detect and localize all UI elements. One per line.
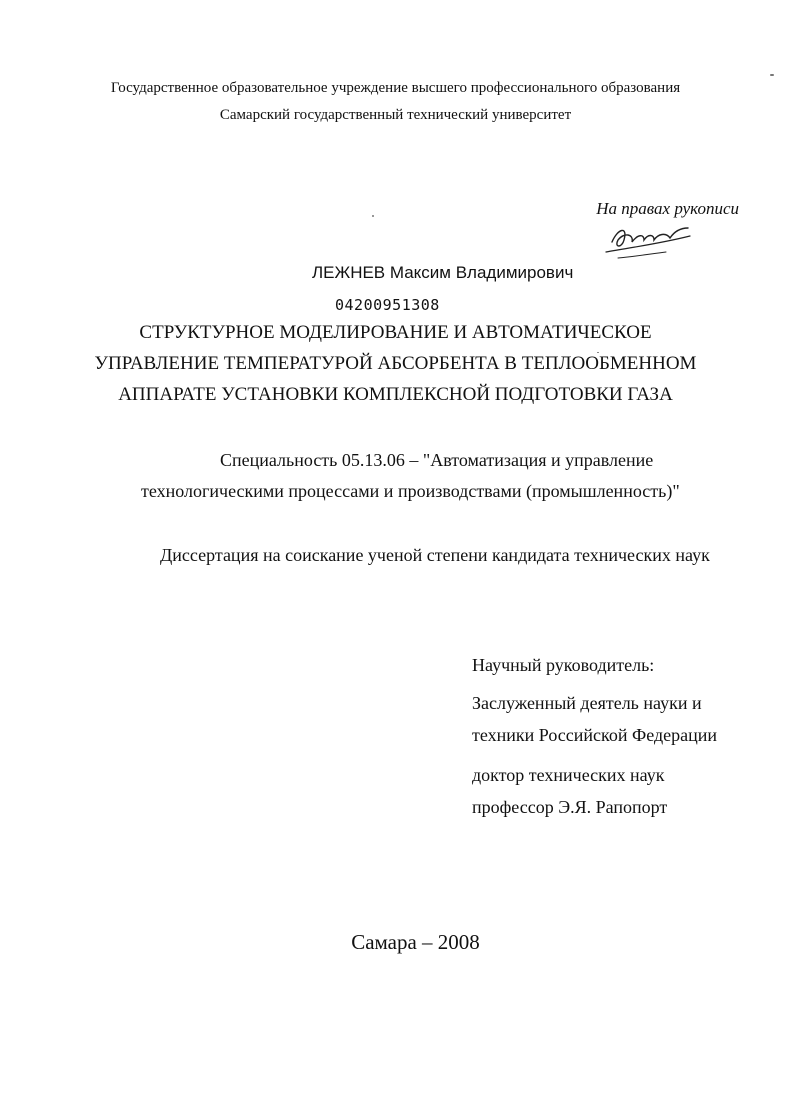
advisor-title-line-2: техники Российской Федерации [472,725,717,745]
advisor-degree: доктор технических наук [472,765,665,785]
specialty-line-1: Специальность 05.13.06 – "Автоматизация и управление [220,450,654,470]
scan-speck [770,74,774,76]
registration-number-stamp: 04200951308 [335,296,440,314]
city-year: Самара – 2008 [351,930,480,954]
specialty-line-2: технологическими процессами и производствами (промышленность)" [141,481,680,501]
handwritten-signature [598,218,698,264]
dissertation-statement: Диссертация на соискание ученой степени кандидата технических наук [160,545,710,565]
advisor-heading: Научный руководитель: [472,655,655,675]
thesis-title-line-3: АППАРАТЕ УСТАНОВКИ КОМПЛЕКСНОЙ ПОДГОТОВКИ ГАЗА [118,384,673,405]
advisor-name: профессор Э.Я. Рапопорт [472,797,668,817]
advisor-title-line-1: Заслуженный деятель науки и [472,693,702,713]
rights-label: На правах рукописи [596,199,739,218]
institution-line-2: Самарский государственный технический университет [219,107,572,123]
thesis-title-line-1: СТРУКТУРНОЕ МОДЕЛИРОВАНИЕ И АВТОМАТИЧЕСКОЕ [139,322,652,343]
author-name: ЛЕЖНЕВ Максим Владимирович [312,263,574,282]
institution-line-1: Государственное образовательное учреждение высшего профессионального образования [110,80,681,96]
thesis-title-line-2: УПРАВЛЕНИЕ ТЕМПЕРАТУРОЙ АБСОРБЕНТА В ТЕПЛООБМЕННОМ [94,353,697,374]
scan-speck [372,215,374,217]
